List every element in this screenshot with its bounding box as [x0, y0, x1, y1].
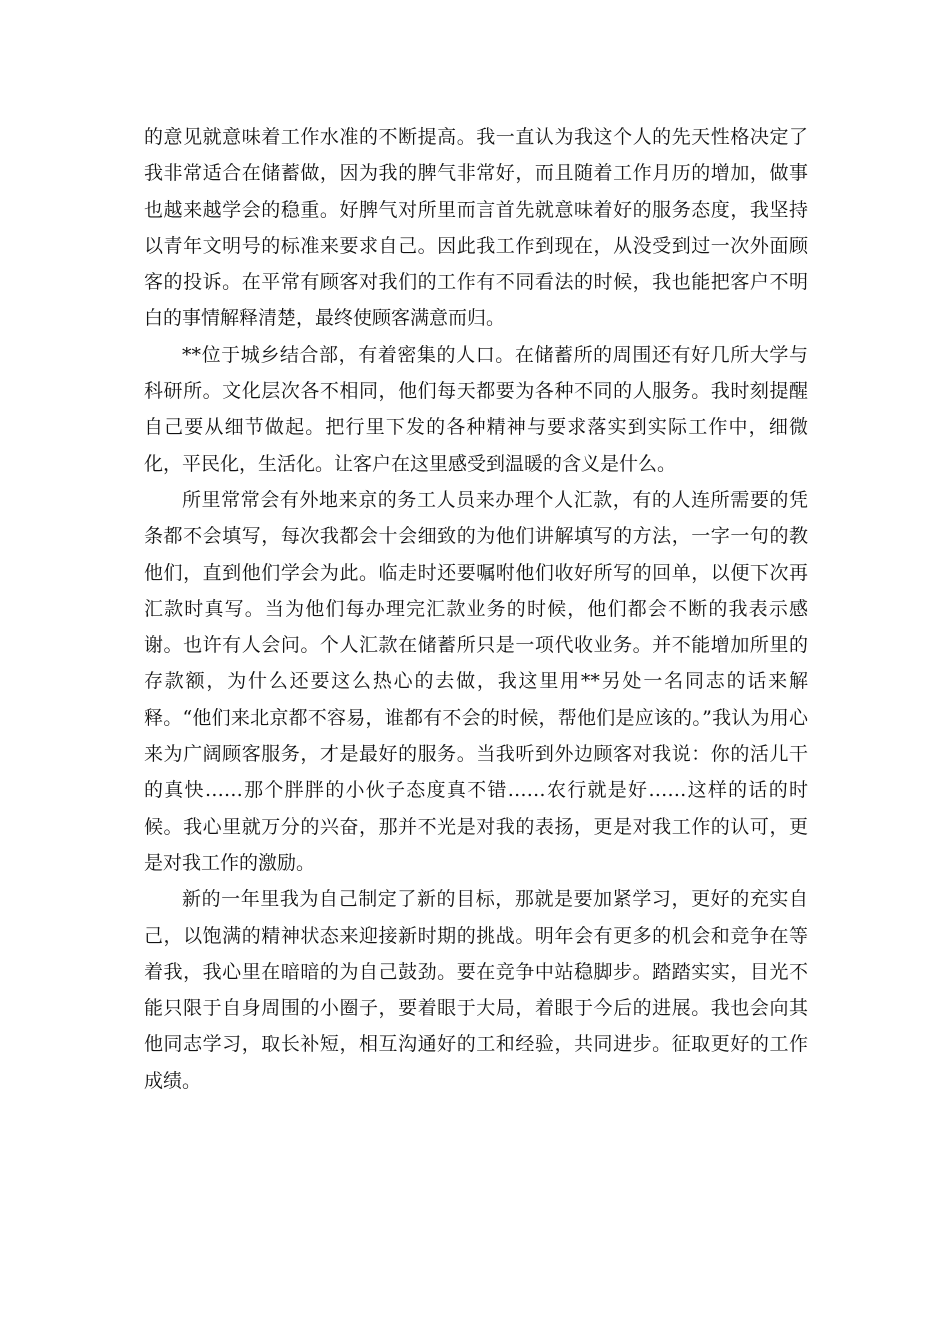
paragraph-2: **位于城乡结合部，有着密集的人口。在储蓄所的周围还有好几所大学与科研所。文化层次各不相同，他们每天都要为各种不同的人服务。我时刻提醒自己要从细节做起。把行里下发的各种精神与要求落实到实际工作中，细微化，平民化，生活化。让客户在这里感受到温暖的含义是什么。 [144, 343, 808, 475]
paragraph-1: 的意见就意味着工作水准的不断提高。我一直认为我这个人的先天性格决定了我非常适合在储蓄做，因为我的脾气非常好，而且随着工作月历的增加，做事也越来越学会的稳重。好脾气对所里而言首先就意味着好的服务态度，我坚持以青年文明号的标准来要求自己。因此我工作到现在，从没受到过一次外面顾客的投诉。在平常有顾客对我们的工作有不同看法的时候，我也能把客户不明白的事情解释清楚，最终使顾客满意而归。 [144, 126, 808, 330]
paragraph-3: 所里常常会有外地来京的务工人员来办理个人汇款，有的人连所需要的凭条都不会填写，每次我都会十会细致的为他们讲解填写的方法，一字一句的教他们，直到他们学会为此。临走时还要嘱咐他们收好所写的回单，以便下次再汇款时真写。当为他们每办理完汇款业务的时候，他们都会不断的我表示感谢。也许有人会问。个人汇款在储蓄所只是一项代收业务。并不能增加所里的存款额，为什么还要这么热心的去做，我这里用**另处一名同志的话来解释。“他们来北京都不容易，谁都有不会的时候，帮他们是应该的。”我认为用心来为广阔顾客服务，才是最好的服务。当我听到外边顾客对我说：你的活儿干的真快……那个胖胖的小伙子态度真不错……农行就是好……这样的话的时候。我心里就万分的兴奋，那并不光是对我的表扬，更是对我工作的认可，更是对我工作的激励。 [144, 488, 808, 874]
paragraph-4: 新的一年里我为自己制定了新的目标，那就是要加紧学习，更好的充实自己，以饱满的精神状态来迎接新时期的挑战。明年会有更多的机会和竞争在等着我，我心里在暗暗的为自己鼓劲。要在竞争中站稳脚步。踏踏实实，目光不能只限于自身周围的小圈子，要着眼于大局，着眼于今后的进展。我也会向其他同志学习，取长补短，相互沟通好的工和经验，共同进步。征取更好的工作成绩。 [144, 888, 808, 1092]
document-body [144, 119, 808, 1099]
